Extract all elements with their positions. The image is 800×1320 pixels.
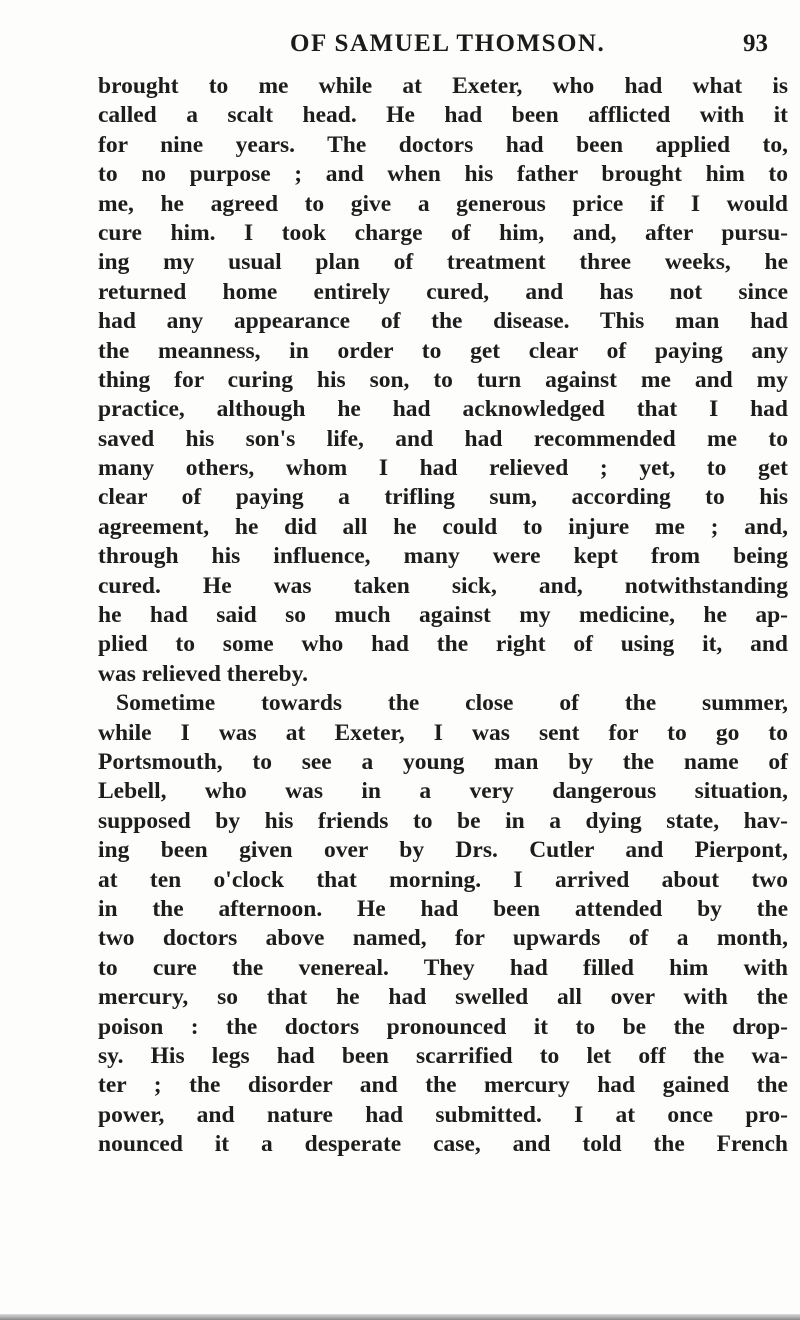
running-head: OF SAMUEL THOMSON. — [290, 30, 606, 57]
text-line: at ten o'clock that morning. I arrived about two — [98, 866, 788, 893]
text-line: clear of paying a trifling sum, according to his — [98, 484, 788, 511]
text-line: ter ; the disorder and the mercury had gained the — [98, 1072, 788, 1099]
text-line: ing my usual plan of treatment three weeks, he — [98, 249, 788, 276]
text-line: me, he agreed to give a generous price if I would — [98, 190, 788, 217]
text-line: to no purpose ; and when his father brought him to — [98, 161, 788, 188]
paragraph-end-line: was relieved thereby. — [98, 660, 308, 687]
text-line: two doctors above named, for upwards of a month, — [98, 925, 788, 952]
text-line: in the afternoon. He had been attended by the — [98, 895, 788, 922]
text-line: had any appearance of the disease. This man had — [98, 308, 788, 335]
text-line: for nine years. The doctors had been applied to, — [98, 131, 788, 158]
text-line: the meanness, in order to get clear of paying any — [98, 337, 788, 364]
text-line: poison : the doctors pronounced it to be the drop- — [98, 1013, 788, 1040]
page-bottom-edge — [0, 1314, 800, 1320]
text-line: brought to me while at Exeter, who had what is — [98, 73, 788, 99]
text-line: through his influence, many were kept from being — [98, 543, 788, 570]
text-line: while I was at Exeter, I was sent for to go to — [98, 719, 788, 746]
text-line: practice, although he had acknowledged that I had — [98, 396, 788, 423]
text-line: returned home entirely cured, and has not since — [98, 278, 788, 305]
text-line: ing been given over by Drs. Cutler and Pierpont, — [98, 837, 788, 864]
paragraph-start-line: Sometime towards the close of the summer, — [116, 690, 788, 717]
text-line: many others, whom I had relieved ; yet, to get — [98, 455, 788, 482]
body-text — [98, 72, 788, 1159]
text-line: thing for curing his son, to turn against me and my — [98, 366, 788, 393]
text-line: called a scalt head. He had been afflicted with it — [98, 102, 788, 129]
text-line: nounced it a desperate case, and told the French — [98, 1131, 788, 1158]
page-header — [0, 30, 800, 70]
text-line: mercury, so that he had swelled all over with the — [98, 984, 788, 1011]
text-line: Lebell, who was in a very dangerous situation, — [98, 778, 788, 805]
text-line: Portsmouth, to see a young man by the name of — [98, 748, 788, 775]
text-line: cured. He was taken sick, and, notwithstanding — [98, 572, 788, 599]
page-number: 93 — [743, 30, 768, 57]
text-line: sy. His legs had been scarrified to let off the wa- — [98, 1042, 788, 1069]
text-line: saved his son's life, and had recommended me to — [98, 425, 788, 452]
text-line: supposed by his friends to be in a dying state, hav- — [98, 807, 788, 834]
text-line: agreement, he did all he could to injure me ; and, — [98, 513, 788, 540]
text-line: to cure the venereal. They had filled him with — [98, 954, 788, 981]
text-line: cure him. I took charge of him, and, after pursu- — [98, 219, 788, 246]
text-line: he had said so much against my medicine, he ap- — [98, 602, 788, 629]
text-line: power, and nature had submitted. I at once pro- — [98, 1101, 788, 1128]
text-line: plied to some who had the right of using it, and — [98, 631, 788, 658]
